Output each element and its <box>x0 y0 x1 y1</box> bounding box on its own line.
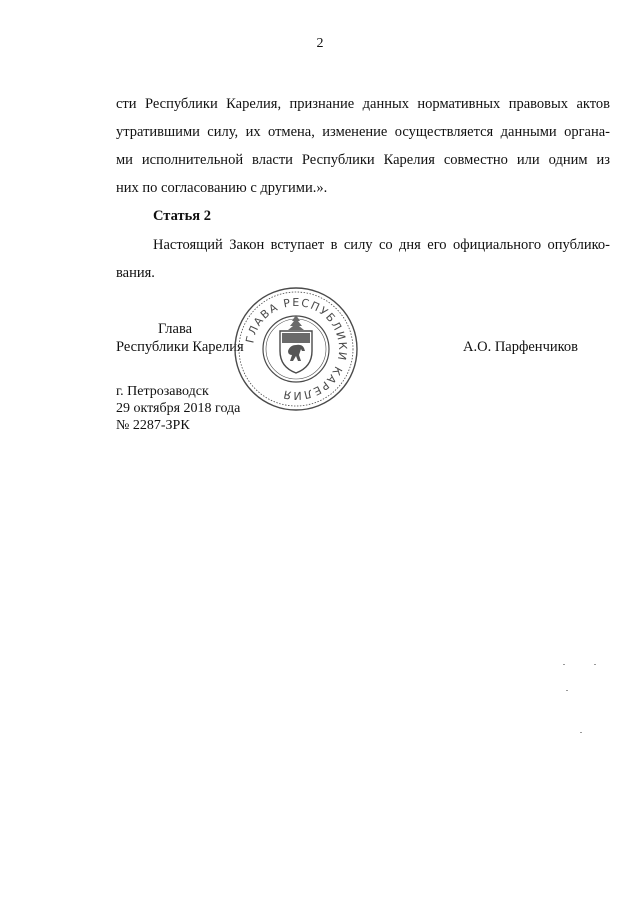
paragraph-continuation <box>116 90 610 202</box>
article-heading: Статья 2 <box>153 208 211 224</box>
signatory-title: Глава <box>158 321 193 337</box>
paragraph-line: сти Республики Карелия, признание данных нормативных правовых актов <box>116 96 610 112</box>
page-number: 2 <box>316 36 324 51</box>
scan-speck <box>580 732 582 733</box>
law-number: № 2287-ЗРК <box>116 418 190 433</box>
paragraph-line: вания. <box>116 265 155 281</box>
paragraph-line: них по согласованию с другими.». <box>116 180 328 196</box>
paragraph-line: утратившими силу, их отмена, изменение осуществляется данными органа- <box>116 124 610 140</box>
signing-city: г. Петрозаводск <box>116 384 209 399</box>
paragraph-line: ми исполнительной власти Республики Карелия совместно или одним из <box>116 152 610 168</box>
scan-speck <box>566 690 568 691</box>
scan-speck <box>563 664 565 665</box>
signatory-name: А.О. Парфенчиков <box>463 339 579 355</box>
svg-text:ГЛАВА РЕСПУБЛИКИ КАРЕЛИЯ: ГЛАВА РЕСПУБЛИКИ КАРЕЛИЯ <box>243 295 350 403</box>
paragraph-line: Настоящий Закон вступает в силу со дня его официального опублико- <box>153 237 610 253</box>
official-seal-icon <box>232 285 360 413</box>
signing-date: 29 октября 2018 года <box>116 401 241 416</box>
article-2-paragraph <box>116 231 610 287</box>
scan-speck <box>594 664 596 665</box>
signatory-organization: Республики Карелия <box>116 339 244 355</box>
